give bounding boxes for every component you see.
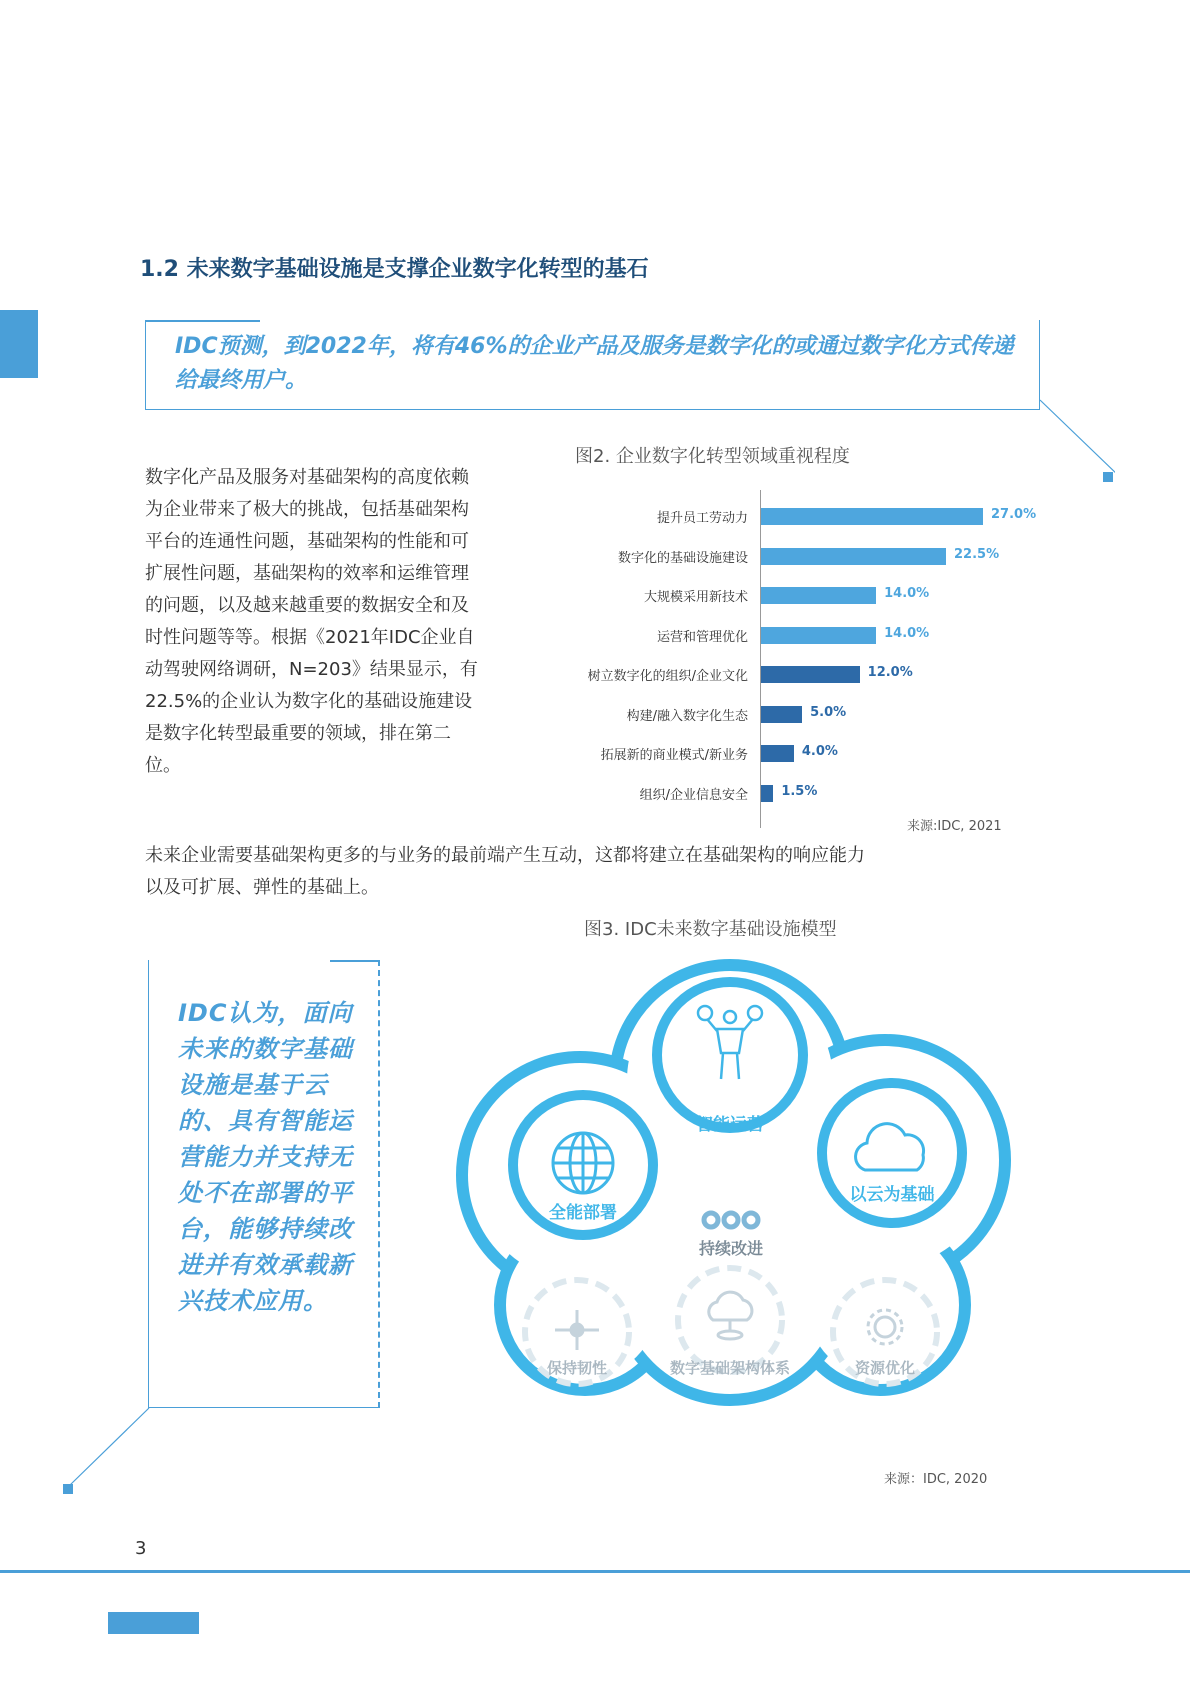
bar [761, 785, 773, 802]
side-quote-line: 的、具有智能运 [178, 1107, 353, 1135]
bar [761, 508, 983, 525]
paragraph-line: 以及可扩展、弹性的基础上。 [145, 877, 379, 898]
label-digital-infrastructure-system: 数字基础架构体系 [669, 1359, 791, 1377]
bar-label: 大规模采用新技术 [643, 590, 748, 605]
label-resilience: 保持韧性 [546, 1359, 608, 1377]
fig2-source: 来源:IDC, 2021 [907, 819, 1002, 834]
page-number: 3 [135, 1538, 147, 1559]
bar [761, 587, 876, 604]
side-quote-line: 台，能够持续改 [178, 1215, 353, 1243]
side-quote-line: 兴技术应用。 [178, 1287, 328, 1315]
paragraph-line: 数字化产品及服务对基础架构的高度依赖 [145, 467, 469, 488]
fig3-source: 来源：IDC, 2020 [884, 1472, 988, 1487]
bar [761, 548, 946, 565]
infrastructure-model-diagram [455, 955, 1025, 1430]
paragraph-line: 扩展性问题，基础架构的效率和运维管理 [145, 563, 469, 584]
fig2-title: 图2. 企业数字化转型领域重视程度 [575, 446, 850, 467]
bar-label: 数字化的基础设施建设 [617, 550, 748, 566]
bar-label: 树立数字化的组织/企业文化 [587, 669, 748, 684]
footer-bar-decoration [108, 1612, 199, 1634]
bar-label: 拓展新的商业模式/新业务 [600, 748, 748, 763]
bar-label: 组织/企业信息安全 [639, 787, 748, 803]
bar-value-label: 12.0% [867, 665, 913, 680]
bar [761, 745, 794, 762]
quote-box-top-accent [145, 320, 260, 322]
label-resource-optimization: 资源优化 [854, 1359, 916, 1377]
paragraph-line: 22.5%的企业认为数字化的基础设施建设 [145, 691, 473, 712]
bar-value-label: 22.5% [954, 546, 1000, 562]
paragraph-line: 动驾驶网络调研，N=203》结果显示，有 [145, 659, 478, 680]
side-quote-line: IDC认为，面向 [178, 999, 353, 1027]
bar-chart [540, 490, 1060, 830]
paragraph-1 [145, 462, 530, 782]
label-smart-operations: 智能运营 [696, 1115, 764, 1135]
label-continuous-improvement: 持续改进 [698, 1239, 764, 1258]
bar-label: 提升员工劳动力 [656, 511, 748, 526]
chart-axis [760, 490, 761, 828]
section-title: 1.2 未来数字基础设施是支撑企业数字化转型的基石 [140, 257, 649, 282]
bar-label: 构建/融入数字化生态 [626, 708, 748, 724]
side-quote [178, 995, 368, 1319]
fig3-title: 图3. IDC未来数字基础设施模型 [584, 919, 837, 940]
bar-value-label: 4.0% [801, 744, 838, 759]
bar-value-label: 1.5% [781, 783, 818, 799]
paragraph-line: 平台的连通性问题，基础架构的性能和可 [145, 531, 469, 552]
bar-label: 运营和管理优化 [656, 629, 748, 645]
circle-cloud-based [822, 1083, 962, 1223]
bar [761, 706, 802, 723]
footer-line [0, 1570, 1190, 1573]
bar-value-label: 14.0% [884, 586, 930, 601]
paragraph-line: 为企业带来了极大的挑战，包括基础架构 [145, 499, 469, 520]
circle-full-deployment [513, 1095, 653, 1235]
paragraph-line: 时性问题等等。根据《2021年IDC企业自 [145, 627, 475, 648]
paragraph-line: 未来企业需要基础架构更多的与业务的最前端产生互动，这都将建立在基础架构的响应能力 [145, 845, 865, 866]
side-quote-line: 进并有效承载新 [178, 1251, 353, 1279]
quote-text: IDC预测，到2022年，将有46%的企业产品及服务是数字化的或通过数字化方式传递给最终用户。 [175, 334, 1014, 393]
bar [761, 666, 860, 683]
bar-value-label: 5.0% [810, 704, 847, 720]
side-quote-line: 处不在部署的平 [178, 1179, 353, 1207]
label-full-deployment: 全能部署 [549, 1203, 617, 1223]
circle-smart-operations [657, 982, 803, 1135]
quote-connector [1035, 398, 1115, 483]
paragraph-line: 的问题，以及越来越重要的数据安全和及 [145, 595, 469, 616]
bar [761, 627, 876, 644]
bar-value-label: 27.0% [991, 507, 1037, 522]
paragraph-2 [145, 840, 1045, 904]
side-tab-decoration [0, 310, 38, 378]
side-quote-box-top-accent [330, 960, 380, 962]
side-quote-connector [55, 1400, 155, 1500]
side-quote-line: 未来的数字基础 [178, 1035, 353, 1063]
paragraph-line: 是数字化转型最重要的领域，排在第二 [145, 723, 451, 744]
globe-icon [553, 1133, 613, 1193]
bar-value-label: 14.0% [884, 625, 930, 641]
side-quote-line: 设施是基于云 [178, 1071, 328, 1099]
label-cloud-based: 以云为基础 [849, 1185, 935, 1205]
side-quote-line: 营能力并支持无 [178, 1143, 353, 1171]
paragraph-line: 位。 [145, 755, 181, 776]
